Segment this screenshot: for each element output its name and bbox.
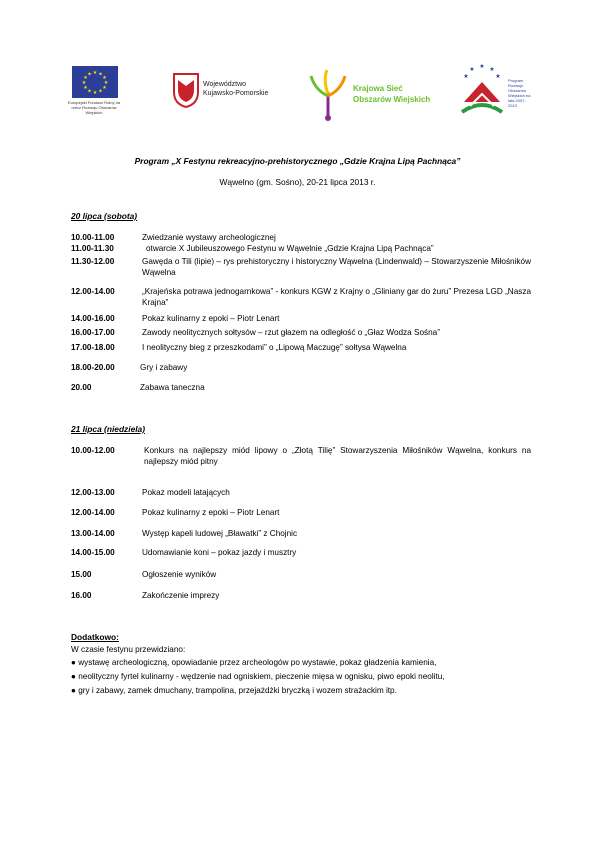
eu-logo <box>63 66 125 115</box>
svg-text:★: ★ <box>463 73 469 80</box>
schedule-desc: Pokaz kulinarny z epoki – Piotr Lenart <box>142 508 280 517</box>
schedule-time: 10.00-11.00 <box>71 233 115 242</box>
svg-text:★: ★ <box>98 88 103 95</box>
day2-heading: 21 lipca (niedziela) <box>71 424 146 434</box>
schedule-time: 16.00-17.00 <box>71 328 115 337</box>
schedule-time: 15.00 <box>71 570 92 579</box>
prow-logo <box>456 62 536 122</box>
schedule-desc: Gawęda o Tili (lipie) – rys prehistoryczny i historyczny Wąwelna (Lindenwald) – Stowarzyszenie Miłośników Wąwelna <box>142 257 531 277</box>
schedule-desc: Zakończenie imprezy <box>142 591 220 600</box>
kp-line-2: Kujawsko-Pomorskie <box>203 90 269 97</box>
schedule-desc: Zwiedzanie wystawy archeologicznej <box>142 233 276 242</box>
schedule-time: 11.00-11.30 <box>71 244 114 253</box>
schedule-time: 17.00-18.00 <box>71 343 115 352</box>
schedule-time: 10.00-12.00 <box>71 446 115 455</box>
ksow-tree-icon <box>305 66 351 122</box>
svg-text:★: ★ <box>102 85 107 91</box>
extras-heading: Dodatkowo: <box>71 632 119 642</box>
svg-text:★: ★ <box>103 80 109 86</box>
schedule-time: 12.00-14.00 <box>71 508 115 517</box>
svg-text:★: ★ <box>98 71 103 78</box>
logo-bar <box>0 62 595 124</box>
ksow-line-1: Krajowa Sieć <box>353 84 403 93</box>
schedule-desc: Zawody neolitycznych sołtysów – rzut głazem na odległość o „Głaz Wodza Sośna” <box>142 328 440 337</box>
schedule-desc: Gry i zabawy <box>140 363 188 372</box>
ksow-logo <box>305 66 455 122</box>
schedule-time: 13.00-14.00 <box>71 529 115 538</box>
eu-caption: Europejski Fundusz Rolny na rzecz Rozwoju Obszarów Wiejskich <box>67 100 121 115</box>
schedule-time: 11.30-12.00 <box>71 257 115 266</box>
schedule-time: 12.00-13.00 <box>71 488 115 497</box>
extras-bullet: ● gry i zabawy, zamek dmuchany, trampolina, przejażdżki bryczką i wozem strażackim itp. <box>71 686 397 695</box>
svg-text:★: ★ <box>479 63 485 70</box>
schedule-time: 14.00-16.00 <box>71 314 115 323</box>
schedule-time: 20.00 <box>71 383 92 392</box>
schedule-time: 18.00-20.00 <box>71 363 115 372</box>
schedule-time: 16.00 <box>71 591 92 600</box>
svg-text:★: ★ <box>87 71 92 78</box>
schedule-desc: „Krajeńska potrawa jednogarnkowa” - konkurs KGW z Krajny o „Gliniany gar do żuru” Prezesa LGD „Nasza Krajna” <box>142 287 531 307</box>
schedule-desc: Występ kapeli ludowej „Bławatki” z Chojnic <box>142 529 298 538</box>
svg-text:★: ★ <box>102 75 107 81</box>
kp-logo-text <box>203 80 268 98</box>
schedule-desc: otwarcie X Jubileuszowego Festynu w Wąwelnie „Gdzie Krajna Lipą Pachnąca” <box>146 244 434 253</box>
schedule-desc: Zabawa taneczna <box>140 383 205 392</box>
page-title: Program „X Festynu rekreacyjno-prehistorycznego „Gdzie Krajna Lipą Pachnąca” <box>134 156 461 166</box>
prow-house-icon <box>456 62 508 118</box>
kujawsko-pomorskie-logo <box>172 72 292 112</box>
ksow-logo-text <box>353 83 430 105</box>
ksow-line-2: Obszarów Wiejskich <box>353 95 431 104</box>
svg-text:★: ★ <box>87 88 92 95</box>
svg-text:★: ★ <box>489 66 495 73</box>
schedule-time: 12.00-14.00 <box>71 287 115 296</box>
eu-flag-icon <box>72 66 118 98</box>
kp-coat-of-arms-icon <box>172 72 200 108</box>
svg-text:★: ★ <box>83 75 88 81</box>
svg-text:★: ★ <box>81 80 87 86</box>
day1-heading: 20 lipca (sobota) <box>71 211 138 221</box>
schedule-desc: I neolityczny bieg z przeszkodami” o „Lipową Maczugę” sołtysa Wąwelna <box>142 343 407 352</box>
svg-text:★: ★ <box>83 85 88 91</box>
schedule-desc: Pokaz kulinarny z epoki – Piotr Lenart <box>142 314 280 323</box>
prow-logo-text: Program Rozwoju Obszarów Wiejskich na lata 2007-2013 <box>508 78 531 108</box>
svg-text:★: ★ <box>495 73 501 80</box>
svg-text:★: ★ <box>92 90 98 96</box>
schedule-desc: Konkurs na najlepszy miód lipowy o „Złotą Tilię” Stowarzyszenia Miłośników Wąwelna, konkurs na najlepszy miód pitny <box>144 446 531 466</box>
schedule-desc: Udomawianie koni – pokaz jazdy i musztry <box>142 548 297 557</box>
page-subtitle: Wąwelno (gm. Sośno), 20-21 lipca 2013 r. <box>219 177 376 187</box>
extras-intro: W czasie festynu przewidziano: <box>71 645 186 654</box>
svg-text:★: ★ <box>469 66 475 73</box>
schedule-desc: Ogłoszenie wyników <box>142 570 217 579</box>
schedule-time: 14.00-15.00 <box>71 548 115 557</box>
extras-bullet: ● neolityczny fyrtel kulinarny - wędzenie nad ogniskiem, pieczenie mięsa w ognisku, piwo epoki neolitu, <box>71 672 445 681</box>
schedule-desc: Pokaz modeli latających <box>142 488 230 497</box>
extras-bullet: ● wystawę archeologiczną, opowiadanie przez archeologów po wystawie, pokaz gładzenia kamienia, <box>71 658 437 667</box>
kp-line-1: Województwo <box>203 81 247 88</box>
svg-text:★: ★ <box>92 70 98 76</box>
